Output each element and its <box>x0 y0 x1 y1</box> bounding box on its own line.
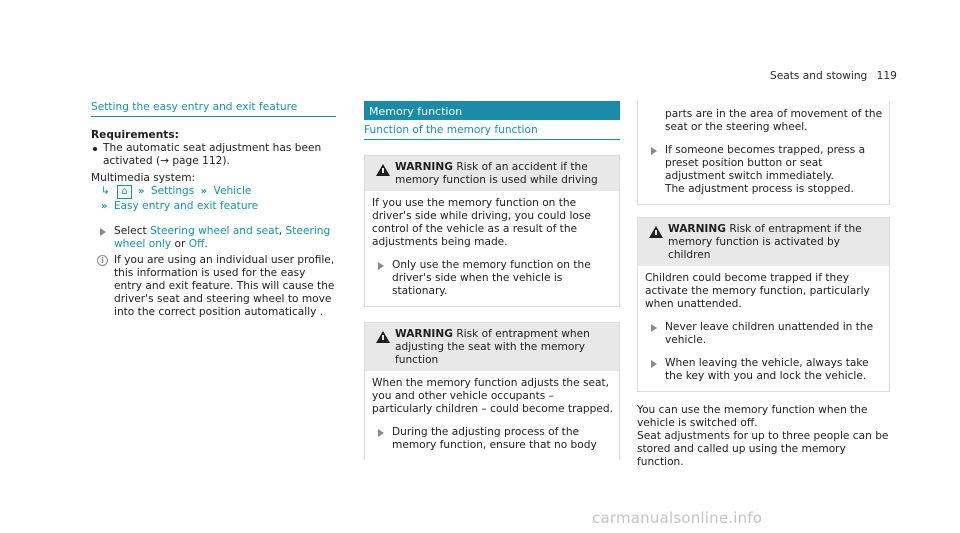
warning-step <box>372 426 613 452</box>
step-arrow-icon <box>651 360 657 368</box>
double-chevron-icon: » <box>200 186 208 197</box>
paragraph: You can use the memory function when the vehicle is switched off. <box>637 404 868 429</box>
warning-header <box>638 218 889 266</box>
step-arrow-icon <box>378 429 384 437</box>
menu-path <box>91 185 336 199</box>
step-arrow-icon <box>651 147 657 155</box>
warning-icon-mark <box>382 168 384 173</box>
warning-header <box>365 156 619 191</box>
subsection-title: Function of the memory function <box>364 124 620 140</box>
warning-label: WARNING <box>395 161 453 173</box>
path-easy-entry: Easy entry and exit feature <box>113 200 259 212</box>
warning-text: Risk of entrapment when adjusting the seat with the memory function <box>395 328 590 366</box>
double-chevron-icon: » <box>138 186 145 197</box>
requirements-heading: Requirements: <box>91 129 179 141</box>
bullet-dot <box>93 147 97 151</box>
warning-label: WARNING <box>668 223 726 235</box>
warning-icon-mark <box>655 230 657 235</box>
warning-text: Risk of entrapment if the memory function is activated by children <box>668 223 862 261</box>
step-or: or <box>174 238 186 250</box>
warning-box-accident <box>364 155 620 307</box>
step-arrow-icon <box>651 324 657 332</box>
page-number: 119 <box>876 70 897 82</box>
menu-path-2 <box>91 200 336 213</box>
step-arrow-icon <box>100 228 106 236</box>
warning-body-text: Children could become trapped if they activate the memory function, particularly when unattended. <box>645 272 870 310</box>
step-arrow-icon <box>378 262 384 270</box>
info-note <box>91 254 336 319</box>
step-result: The adjustment process is stopped. <box>665 183 854 195</box>
option-off: Off <box>188 238 205 250</box>
step-text: Never leave children unattended in the vehicle. <box>665 321 874 346</box>
option-steering-wheel-only: Steering wheel only <box>114 225 331 250</box>
paragraph: Seat adjustments for up to three people can be stored and called up using the memory function. <box>637 430 889 468</box>
continued-text: parts are in the area of movement of the seat or the steering wheel. <box>665 108 883 133</box>
column-memory-function <box>364 101 620 460</box>
warning-label: WARNING <box>395 328 453 340</box>
warning-body <box>638 266 889 391</box>
path-vehicle: Vehicle <box>213 185 252 197</box>
path-settings: Settings <box>150 185 195 197</box>
warning-body <box>365 371 619 460</box>
warning-step <box>372 259 613 298</box>
info-icon: i <box>97 255 108 266</box>
step-text: During the adjusting process of the memory function, ensure that no body <box>392 426 597 451</box>
requirement-text: The automatic seat adjustment has been activated (→ page 112). <box>103 142 322 167</box>
page-header <box>770 70 897 83</box>
enter-arrow-icon: ↳ <box>101 185 110 197</box>
step-text: If someone becomes trapped, press a preset position button or seat adjustment switch immediately. <box>665 144 866 182</box>
warning-body-text: If you use the memory function on the driver's side while driving, you could lose control of the vehicle as a result of the adjustments being made. <box>372 197 591 248</box>
double-chevron-icon: » <box>101 201 108 212</box>
path-label: Multimedia system: <box>91 172 196 184</box>
home-icon: ⌂ <box>117 185 131 199</box>
warning-text: Risk of an accident if the memory function is used while driving <box>395 161 598 186</box>
warning-step <box>645 144 883 196</box>
warning-body <box>365 191 619 306</box>
watermark: carmanualsonline.info <box>592 509 763 527</box>
step-text: When leaving the vehicle, always take the key with you and lock the vehicle. <box>665 357 869 382</box>
note-text: If you are using an individual user profile, this information is used for the easy entry and exit feature. This will cause the driver's seat and steering wheel to move into the correct position automatically . <box>114 254 335 318</box>
column-easy-entry <box>91 101 336 319</box>
step-text: Select <box>114 225 147 237</box>
warning-icon-mark <box>382 335 384 340</box>
step-text: Only use the memory function on the driver's side when the vehicle is stationary. <box>392 259 591 297</box>
requirement-item <box>91 142 336 168</box>
column-memory-continued <box>637 101 890 469</box>
option-steering-wheel-and-seat: Steering wheel and seat <box>150 225 279 237</box>
section-title: Setting the easy entry and exit feature <box>91 101 336 117</box>
warning-step <box>645 357 883 383</box>
warning-body-text: When the memory function adjusts the seat, you and other vehicle occupants – particularly children – could become trapped. <box>372 377 613 415</box>
warning-box-entrapment <box>364 322 620 460</box>
warning-step <box>645 321 883 347</box>
warning-header <box>365 323 619 371</box>
section-bar: Memory function <box>364 101 620 120</box>
warning-continued <box>637 101 890 205</box>
warning-box-children <box>637 217 890 392</box>
step-select: Select Steering wheel and seat, Steering wheel only or Off. <box>91 225 336 251</box>
header-section: Seats and stowing <box>770 70 868 82</box>
